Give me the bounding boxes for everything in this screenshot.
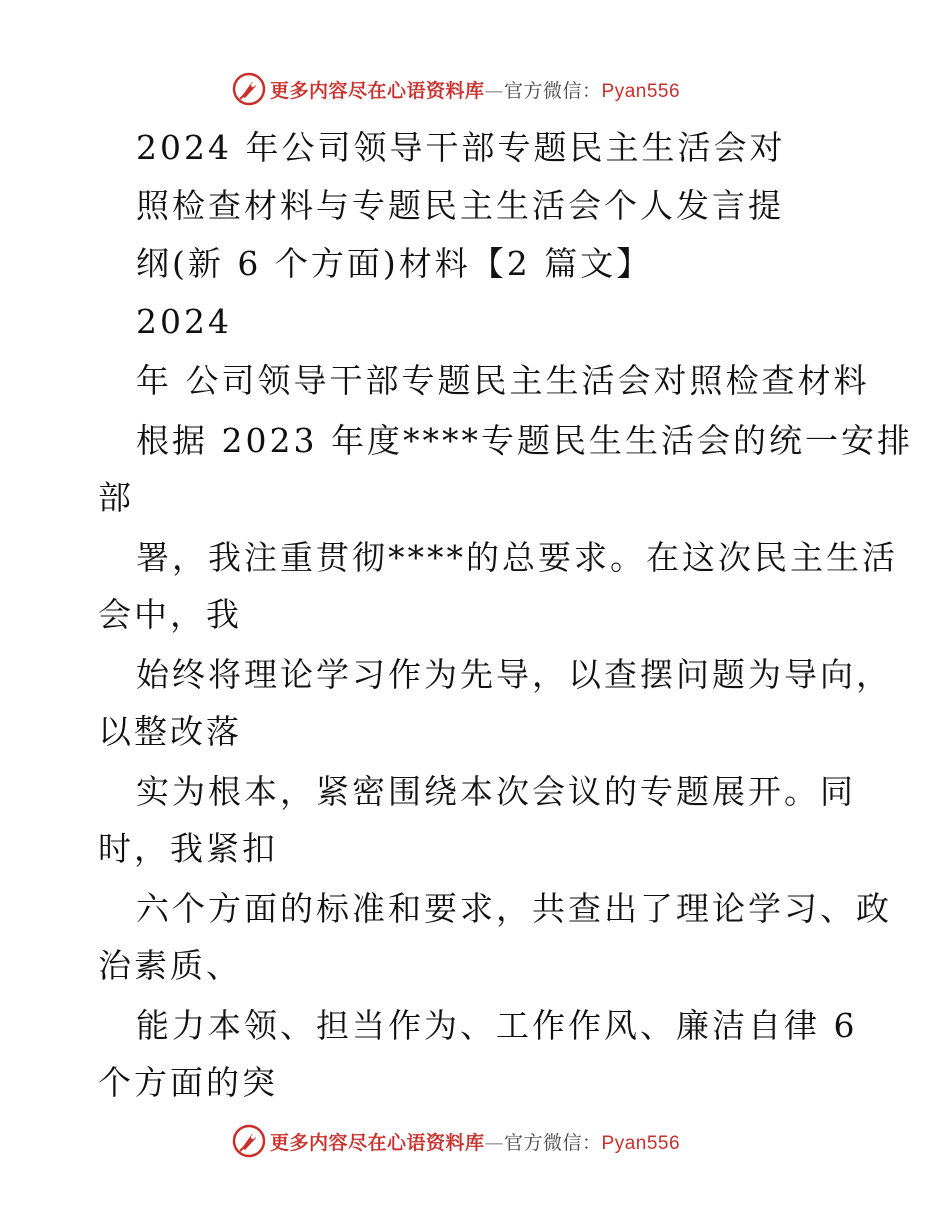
body-line: 根据 2023 年度****专题民生生活会的统一安排 bbox=[136, 421, 913, 460]
title-line-2: 照检查材料与专题民主生活会个人发言提 bbox=[136, 186, 784, 225]
body-line: 始终将理论学习作为先导，以查摆问题为导向， bbox=[136, 655, 892, 694]
watermark-brand: 更多内容尽在心语资料库 bbox=[270, 79, 485, 102]
body-line: 能力本领、担当作为、工作作风、廉洁自律 6 bbox=[136, 1006, 858, 1045]
watermark-dash: — bbox=[484, 1131, 505, 1154]
watermark-dash: — bbox=[484, 79, 505, 102]
body-line: 署，我注重贯彻****的总要求。在这次民主生活 bbox=[136, 538, 898, 577]
footer-watermark bbox=[232, 1123, 680, 1159]
title-line-3: 纲(新 6 个方面)材料【2 篇文】 bbox=[136, 244, 653, 283]
year-line: 2024 bbox=[136, 302, 232, 341]
body-line: 六个方面的标准和要求，共查出了理论学习、政 bbox=[136, 889, 892, 928]
watermark-wechat-id: Pyan556 bbox=[601, 80, 681, 102]
body-line: 实为根本，紧密围绕本次会议的专题展开。同 bbox=[136, 772, 856, 811]
header-watermark bbox=[232, 71, 680, 107]
watermark-brand: 更多内容尽在心语资料库 bbox=[270, 1131, 485, 1154]
watermark-wechat-id: Pyan556 bbox=[601, 1132, 681, 1154]
body-line: 部 bbox=[98, 478, 134, 517]
title-line-1: 2024 年公司领导干部专题民主生活会对 bbox=[136, 128, 786, 167]
body-line: 治素质、 bbox=[98, 946, 242, 985]
section-subtitle: 年 公司领导干部专题民主生活会对照检查材料 bbox=[136, 361, 870, 400]
body-line: 个方面的突 bbox=[98, 1063, 278, 1102]
watermark-wechat-label: 官方微信： bbox=[504, 1131, 602, 1154]
pen-nib-logo-icon bbox=[232, 72, 266, 106]
body-line: 时，我紧扣 bbox=[98, 829, 278, 868]
body-line: 会中，我 bbox=[98, 595, 242, 634]
watermark-wechat-label: 官方微信： bbox=[504, 79, 602, 102]
pen-nib-logo-icon bbox=[232, 1124, 266, 1158]
body-line: 以整改落 bbox=[98, 712, 242, 751]
